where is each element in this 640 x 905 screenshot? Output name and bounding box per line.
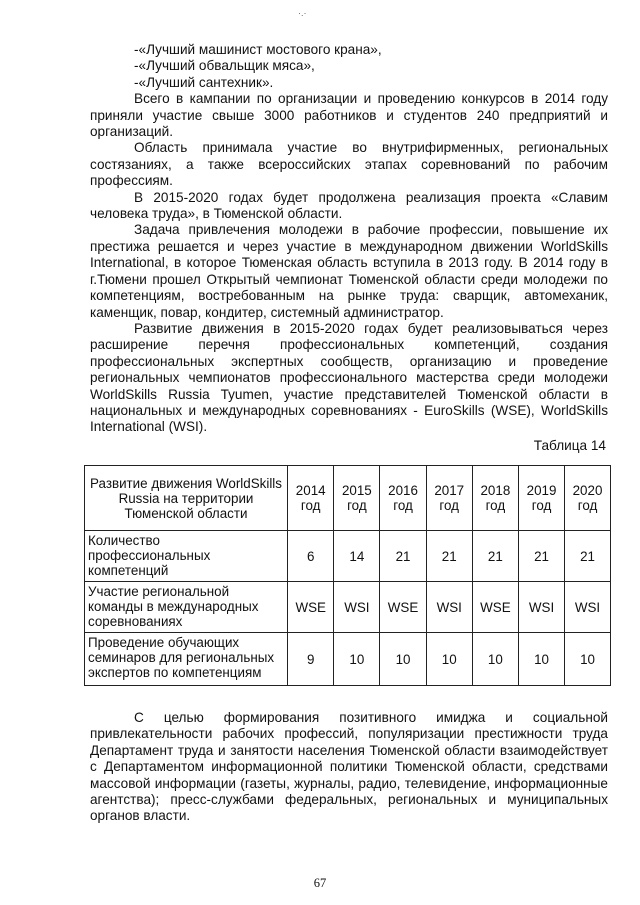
table-header-year: 2017 год bbox=[426, 466, 472, 531]
table-row bbox=[85, 531, 611, 582]
list-item: -«Лучший обвальщик мяса», bbox=[134, 58, 315, 74]
table-header-year: 2020 год bbox=[565, 466, 611, 531]
list-item: -«Лучший сантехник». bbox=[134, 74, 274, 90]
table-cell: 10 bbox=[519, 633, 565, 686]
table-header-year: 2019 год bbox=[519, 466, 565, 531]
body-text-top bbox=[90, 42, 608, 436]
scan-artifact: ·.· bbox=[298, 8, 307, 18]
table-header-year: 2018 год bbox=[472, 466, 518, 531]
paragraph-competitions: Область принимала участие во внутрифирменных, региональных состязаниях, а также всероссийских этапах соревнований по рабочим профессиям. bbox=[90, 140, 608, 189]
paragraph-worldskills: Задача привлечения молодежи в рабочие профессии, повышение их престижа решается и через участие в международном движении WorldSkills International, в которое Тюменская область вступила в 2013 году. В 2014 году в г.Тюмени прошел Открытый чемпионат Тюменской области среди молодежи по компетенциям, востребованным на рынке труда: сварщик, автомеханик, каменщик, повар, кондитер, системный администратор. bbox=[90, 222, 608, 320]
table-row-label: Проведение обучающих семинаров для региональных экспертов по компетенциям bbox=[85, 633, 288, 686]
list-item: -«Лучший машинист мостового крана», bbox=[134, 42, 382, 57]
worldskills-table bbox=[84, 465, 611, 686]
table-header-row bbox=[85, 466, 611, 531]
table-cell: 21 bbox=[472, 531, 518, 582]
paragraph-development: Развитие движения в 2015-2020 годах будет реализовываться через расширение перечня профессиональных компетенций, создания профессиональных экспертных сообществ, организацию и проведение региональных чемпионатов профессионального мастерства среди молодежи WorldSkills Russia Tyumen, участие представителей Тюменской области в национальных и международных соревнованиях - EuroSkills (WSE), WorldSkills International (WSI). bbox=[90, 320, 608, 435]
table-cell: 10 bbox=[472, 633, 518, 686]
table-cell: 10 bbox=[334, 633, 380, 686]
table-cell: 10 bbox=[565, 633, 611, 686]
table-cell: WSE bbox=[288, 582, 334, 633]
table-header-year: 2016 год bbox=[380, 466, 426, 531]
table-cell: WSI bbox=[519, 582, 565, 633]
paragraph-participation: Всего в кампании по организации и проведению конкурсов в 2014 году приняли участие свыше 3000 работников и студентов 240 предприятий и организаций. bbox=[90, 91, 608, 140]
table-row bbox=[85, 582, 611, 633]
table-cell: WSI bbox=[334, 582, 380, 633]
page-number: 67 bbox=[313, 876, 327, 890]
table-header-label: Развитие движения WorldSkills Russia на территории Тюменской области bbox=[85, 466, 288, 531]
table-cell: 14 bbox=[334, 531, 380, 582]
table-cell: 21 bbox=[565, 531, 611, 582]
table-header-year: 2015 год bbox=[334, 466, 380, 531]
table-cell: WSI bbox=[426, 582, 472, 633]
table-row-label: Количество профессиональных компетенций bbox=[85, 531, 288, 582]
table-row bbox=[85, 633, 611, 686]
table-cell: WSE bbox=[472, 582, 518, 633]
paragraph-closing: С целью формирования позитивного имиджа и социальной привлекательности рабочих профессий, популяризации престижности труда Департамент труда и занятости населения Тюменской области взаимодействует с Департаментом информационной политики Тюменской области, средствами массовой информации (газеты, журналы, радио, телевидение, информационные агентства); пресс-службами федеральных, региональных и муниципальных органов власти. bbox=[90, 710, 608, 824]
paragraph-project: В 2015-2020 годах будет продолжена реализация проекта «Славим человека труда», в Тюменской области. bbox=[90, 189, 608, 222]
table-row-label: Участие региональной команды в международных соревнованиях bbox=[85, 582, 288, 633]
table-cell: WSE bbox=[380, 582, 426, 633]
body-text-bottom bbox=[90, 710, 608, 825]
table-cell: WSI bbox=[565, 582, 611, 633]
table-cell: 10 bbox=[380, 633, 426, 686]
table-title: Таблица 14 bbox=[533, 438, 606, 453]
table-cell: 9 bbox=[288, 633, 334, 686]
table-cell: 6 bbox=[288, 531, 334, 582]
table-cell: 10 bbox=[426, 633, 472, 686]
table-cell: 21 bbox=[519, 531, 565, 582]
table-header-year: 2014 год bbox=[288, 466, 334, 531]
table-cell: 21 bbox=[426, 531, 472, 582]
table-cell: 21 bbox=[380, 531, 426, 582]
